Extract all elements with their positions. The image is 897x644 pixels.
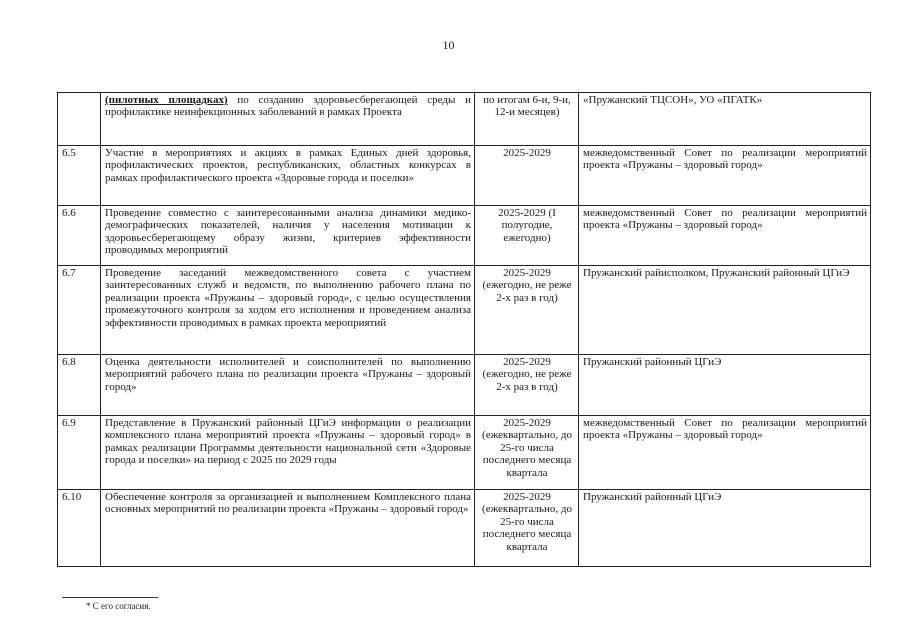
- action-cell: Представление в Пружанский районный ЦГиЭ информации о реализации комплексного плана мероприятий проекта «Пружаны – здоровый город» в рамках реализации Программы деятельности национальной сети «Здоровые города и поселки» на период с 2025 по 2029 годы: [101, 416, 475, 490]
- term-cell: 2025-2029 (ежеквартально, до 25-го числа последнего месяца квартала: [475, 490, 579, 567]
- table-row: [58, 355, 871, 416]
- responsible-cell: межведомственный Совет по реализации мероприятий проекта «Пружаны – здоровый город»: [579, 206, 871, 266]
- action-cell: Обеспечение контроля за организацией и выполнением Комплексного плана основных мероприятий по реализации проекта «Пружаны – здоровый город»: [101, 490, 475, 567]
- term-cell: 2025-2029 (I полугодие, ежегодно): [475, 206, 579, 266]
- action-text: по созданию здоровьесберегающей среды и профилактике неинфекционных заболеваний в рамках Проекта: [105, 94, 472, 119]
- table-row: [58, 146, 871, 206]
- responsible-cell: «Пружанский ТЦСОН», УО «ПГАТК»: [579, 93, 871, 146]
- table-row: [58, 266, 871, 355]
- responsible-cell: межведомственный Совет по реализации мероприятий проекта «Пружаны – здоровый город»: [579, 146, 871, 206]
- table-row: [58, 93, 871, 146]
- term-cell: 2025-2029: [475, 146, 579, 206]
- row-number: 6.9: [58, 416, 101, 490]
- responsible-cell: Пружанский райисполком, Пружанский районный ЦГиЭ: [579, 266, 871, 355]
- responsible-cell: межведомственный Совет по реализации мероприятий проекта «Пружаны – здоровый город»: [579, 416, 871, 490]
- row-number: 6.5: [58, 146, 101, 206]
- action-cell: Оценка деятельности исполнителей и соисполнителей по выполнению мероприятий рабочего плана по реализации проекта «Пружаны – здоровый город»: [101, 355, 475, 416]
- term-cell: по итогам 6-и, 9-и, 12-и месяцев): [475, 93, 579, 146]
- term-cell: 2025-2029 (ежеквартально, до 25-го числа последнего месяца квартала: [475, 416, 579, 490]
- table-row: [58, 416, 871, 490]
- action-cell: [101, 93, 475, 146]
- action-plan-table: [57, 92, 871, 567]
- responsible-cell: Пружанский районный ЦГиЭ: [579, 490, 871, 567]
- row-number: [58, 93, 101, 146]
- term-cell: 2025-2029 (ежегодно, не реже 2-х раз в год): [475, 266, 579, 355]
- responsible-cell: Пружанский районный ЦГиЭ: [579, 355, 871, 416]
- action-cell: Проведение совместно с заинтересованными анализа динамики медико-демографических показателей, наличия у населения мотивации к здоровьесберегающему образу жизни, критериев эффективности проводимых мероприятий: [101, 206, 475, 266]
- table-row: [58, 490, 871, 567]
- row-number: 6.8: [58, 355, 101, 416]
- row-number: 6.7: [58, 266, 101, 355]
- footnote-divider: [62, 597, 158, 598]
- action-cell: Участие в мероприятиях и акциях в рамках Единых дней здоровья, профилактических проектов, республиканских, областных конкурсах в рамках профилактического проекта «Здоровые города и поселки»: [101, 146, 475, 206]
- action-lead-text: (пилотных площадках): [105, 94, 228, 106]
- table-row: [58, 206, 871, 266]
- action-cell: Проведение заседаний межведомственного совета с участием заинтересованных служб и ведомств, по выполнению рабочего плана по реализации проекта «Пружаны – здоровый город», с целью осуществления промежуточного контроля за ходом его исполнения и проведением анализа эффективности проводимых в рамках проекта мероприятий: [101, 266, 475, 355]
- page-number: 10: [442, 38, 455, 52]
- footnote: * С его согласия.: [86, 601, 151, 611]
- row-number: 6.6: [58, 206, 101, 266]
- term-cell: 2025-2029 (ежегодно, не реже 2-х раз в год): [475, 355, 579, 416]
- row-number: 6.10: [58, 490, 101, 567]
